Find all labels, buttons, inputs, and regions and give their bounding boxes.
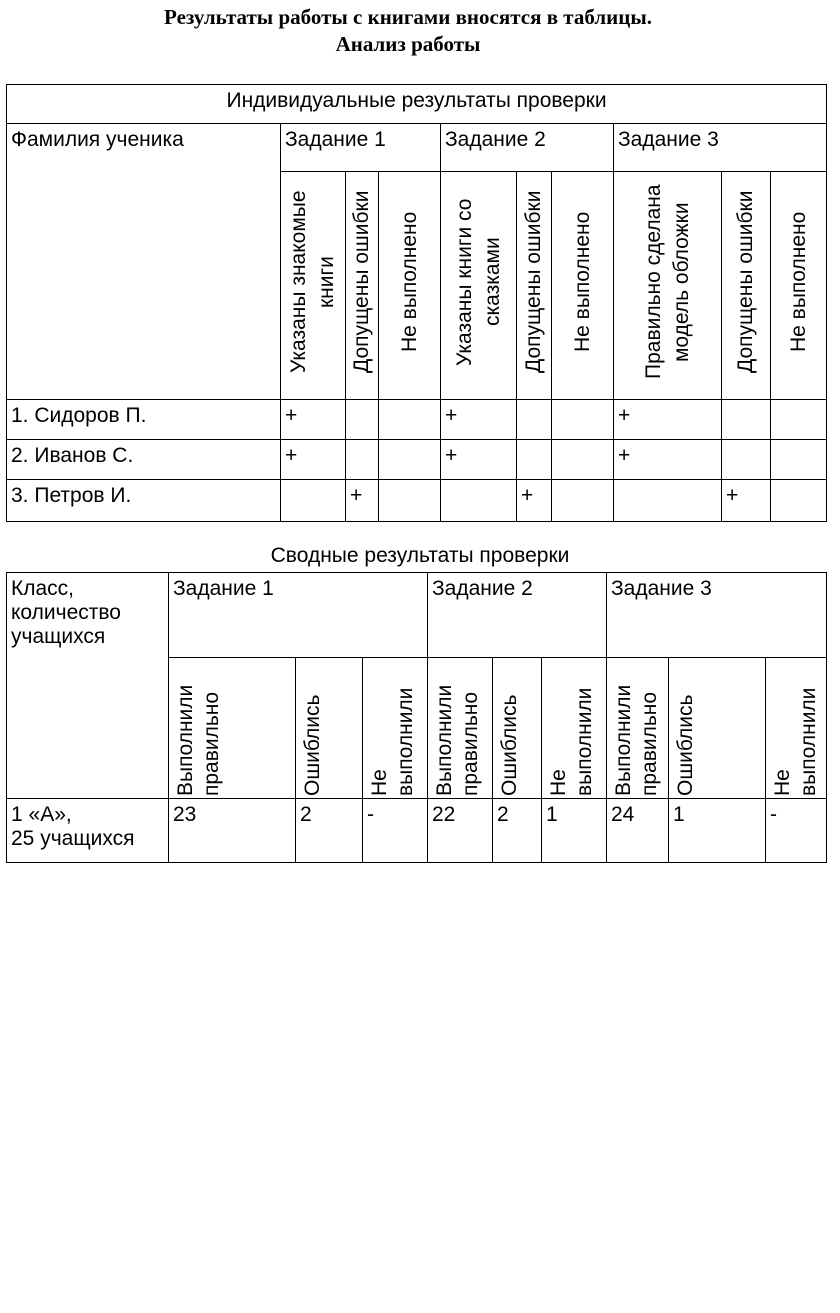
mark-cell: + (614, 440, 722, 480)
mark-cell (379, 440, 441, 480)
subheader-cell (428, 658, 493, 799)
sum-t3-not-done: Не выполнили (771, 687, 820, 796)
mark-cell: + (281, 400, 346, 440)
subheader-cell (296, 658, 363, 799)
value-cell: 24 (607, 799, 669, 863)
subheader-cell (614, 172, 722, 400)
mark-cell: + (722, 480, 771, 522)
mark-cell (771, 480, 827, 522)
mark-cell (771, 440, 827, 480)
value-cell: - (363, 799, 428, 863)
value-cell: 2 (296, 799, 363, 863)
mark-cell: + (346, 480, 379, 522)
class-name: 1 «А», (11, 803, 72, 826)
subheader-cell (669, 658, 766, 799)
sum-task1-header: Задание 1 (169, 573, 428, 658)
subheader-t3-not-done: Не выполнено (786, 211, 810, 353)
task3-header: Задание 3 (614, 124, 827, 172)
value-cell: 1 (669, 799, 766, 863)
class-cell (7, 799, 169, 863)
mark-cell (552, 440, 614, 480)
subheader-t3-cover-model: Правильно сделана модель обложки (641, 184, 693, 380)
subheader-cell (493, 658, 542, 799)
mark-cell (614, 480, 722, 522)
subheader-cell (441, 172, 517, 400)
mark-cell (379, 480, 441, 522)
mark-cell: + (517, 480, 552, 522)
sum-t3-mistaken: Ошиблись (674, 694, 697, 796)
table-row (7, 400, 827, 440)
student-name: 2. Иванов С. (7, 440, 281, 480)
sum-task3-header: Задание 3 (607, 573, 827, 658)
subheader-t3-errors: Допущены ошибки (734, 190, 757, 374)
mark-cell (722, 440, 771, 480)
mark-cell (517, 400, 552, 440)
mark-cell (722, 400, 771, 440)
mark-cell (771, 400, 827, 440)
individual-caption: Индивидуальные результаты проверки (7, 85, 827, 124)
subheader-t1-known-books: Указаны знакомые книги (287, 190, 338, 374)
table-row (7, 440, 827, 480)
subheader-cell (552, 172, 614, 400)
table-row (7, 480, 827, 522)
subheader-cell (346, 172, 379, 400)
sum-t1-not-done: Не выполнили (368, 687, 417, 796)
subheader-cell (771, 172, 827, 400)
subheader-t2-errors: Допущены ошибки (522, 190, 545, 374)
mark-cell (346, 440, 379, 480)
value-cell: 23 (169, 799, 296, 863)
subheader-cell (607, 658, 669, 799)
sum-t1-mistaken: Ошиблись (301, 694, 324, 796)
task2-header: Задание 2 (441, 124, 614, 172)
table-row (7, 799, 827, 863)
value-cell: - (766, 799, 827, 863)
title-line-1: Результаты работы с книгами вносятся в таблицы. (164, 5, 652, 29)
summary-caption: Сводные результаты проверки (270, 544, 570, 567)
mark-cell (281, 480, 346, 522)
class-count: 25 учащихся (11, 827, 135, 850)
student-name: 3. Петров И. (7, 480, 281, 522)
summary-results-table (6, 572, 827, 863)
value-cell: 1 (542, 799, 607, 863)
mark-cell: + (281, 440, 346, 480)
sum-t3-correct: Выполнили правильно (612, 684, 661, 796)
mark-cell (441, 480, 517, 522)
subheader-t2-not-done: Не выполнено (570, 211, 594, 353)
mark-cell (517, 440, 552, 480)
subheader-cell (379, 172, 441, 400)
individual-results-table (6, 84, 827, 522)
subheader-cell (542, 658, 607, 799)
subheader-t1-not-done: Не выполнено (397, 211, 421, 353)
mark-cell (552, 400, 614, 440)
mark-cell: + (441, 400, 517, 440)
sum-t2-mistaken: Ошиблись (498, 694, 521, 796)
subheader-cell (363, 658, 428, 799)
subheader-cell (766, 658, 827, 799)
value-cell: 22 (428, 799, 493, 863)
page-title (0, 4, 816, 58)
class-header: Класс, количество учащихся (7, 573, 169, 799)
sum-task2-header: Задание 2 (428, 573, 607, 658)
task1-header: Задание 1 (281, 124, 441, 172)
mark-cell: + (614, 400, 722, 440)
value-cell: 2 (493, 799, 542, 863)
mark-cell (346, 400, 379, 440)
mark-cell (379, 400, 441, 440)
subheader-cell (722, 172, 771, 400)
student-name: 1. Сидоров П. (7, 400, 281, 440)
subheader-cell (281, 172, 346, 400)
mark-cell: + (441, 440, 517, 480)
title-line-2: Анализ работы (335, 32, 481, 56)
subheader-t1-errors: Допущены ошибки (350, 190, 373, 374)
subheader-cell (517, 172, 552, 400)
sum-t2-correct: Выполнили правильно (433, 684, 482, 796)
subheader-t2-fairy-books: Указаны книги со сказками (452, 198, 504, 366)
sum-t1-correct: Выполнили правильно (174, 684, 223, 796)
mark-cell (552, 480, 614, 522)
student-header: Фамилия ученика (7, 124, 281, 400)
sum-t2-not-done: Не выполнили (547, 687, 596, 796)
subheader-cell (169, 658, 296, 799)
